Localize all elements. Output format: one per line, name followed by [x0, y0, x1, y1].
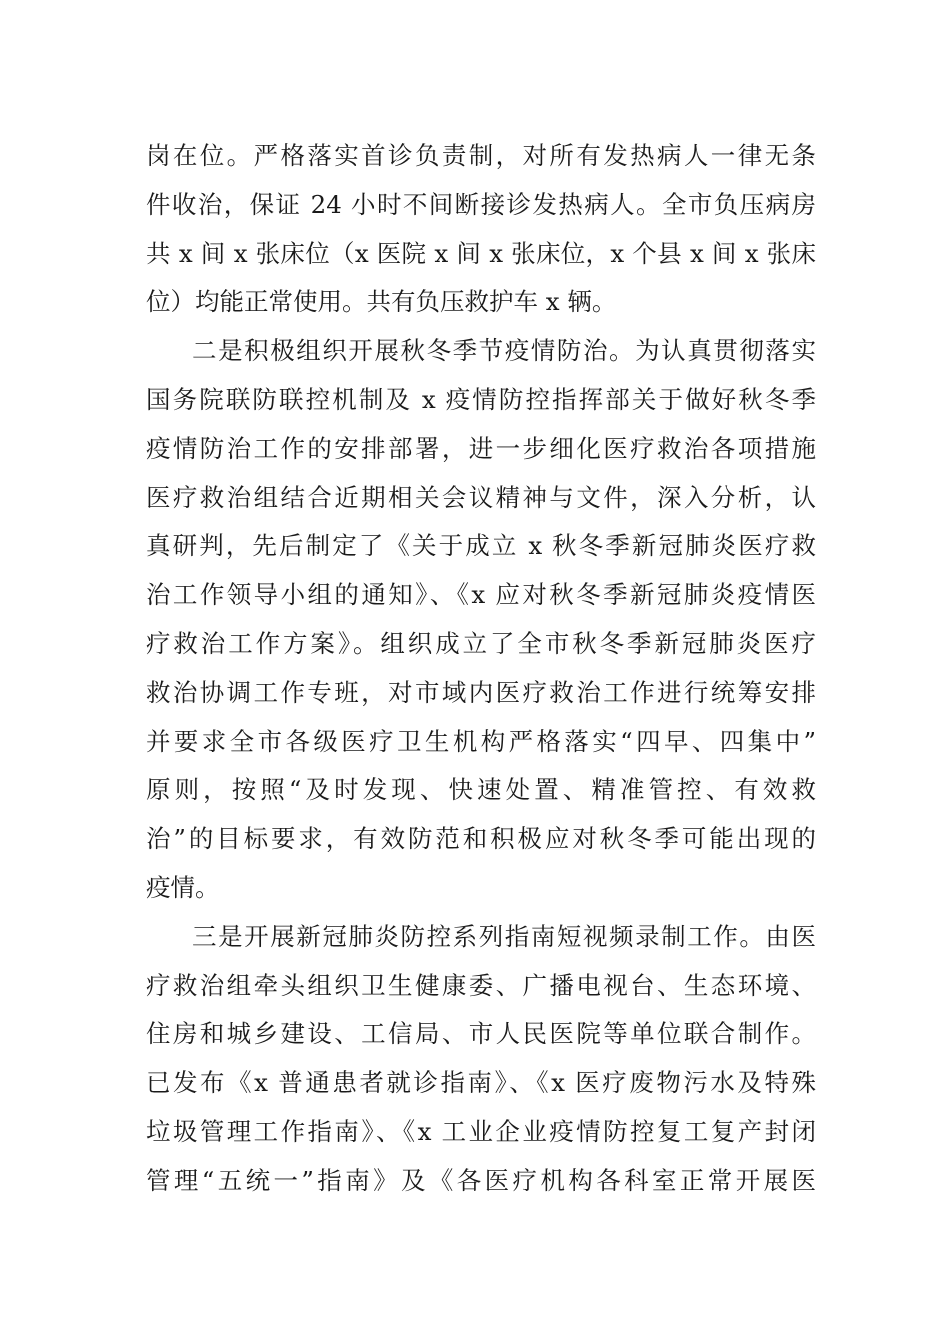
text-line: 医疗救治组结合近期相关会议精神与文件，深入分析，认	[146, 482, 816, 512]
text-line: 疗救治组牵头组织卫生健康委、广播电视台、生态环境、	[146, 970, 816, 1000]
text-line: 治”的目标要求，有效防范和积极应对秋冬季可能出现的	[146, 824, 816, 854]
text-line: 住房和城乡建设、工信局、市人民医院等单位联合制作。	[146, 1019, 816, 1049]
text-line: 国务院联防联控机制及 x 疫情防控指挥部关于做好秋冬季	[146, 384, 816, 414]
text-line: 共 x 间 x 张床位（x 医院 x 间 x 张床位，x 个县 x 间 x 张床	[146, 238, 816, 268]
text-line: 原则，按照“及时发现、快速处置、精准管控、有效救	[146, 775, 816, 805]
text-line: 真研判，先后制定了《关于成立 x 秋冬季新冠肺炎医疗救	[146, 531, 816, 561]
text-line: 垃圾管理工作指南》、《x 工业企业疫情防控复工复产封闭	[146, 1116, 816, 1146]
text-line: 疫情。	[146, 872, 220, 902]
text-line: 疗救治工作方案》。组织成立了全市秋冬季新冠肺炎医疗	[146, 628, 816, 658]
paragraph-first-line: 二是积极组织开展秋冬季节疫情防治。为认真贯彻落实	[192, 336, 816, 366]
body-text	[146, 132, 816, 1206]
text-line: 管理“五统一”指南》及《各医疗机构各科室正常开展医	[146, 1165, 816, 1195]
text-line: 疫情防治工作的安排部署，进一步细化医疗救治各项措施	[146, 433, 816, 463]
text-line: 救治协调工作专班，对市域内医疗救治工作进行统筹安排	[146, 677, 816, 707]
text-line: 件收治，保证 24 小时不间断接诊发热病人。全市负压病房	[146, 189, 816, 219]
paragraph-first-line: 三是开展新冠肺炎防控系列指南短视频录制工作。由医	[192, 921, 816, 951]
text-line: 治工作领导小组的通知》、《x 应对秋冬季新冠肺炎疫情医	[146, 580, 816, 610]
text-line: 并要求全市各级医疗卫生机构严格落实“四早、四集中”	[146, 726, 816, 756]
text-line: 已发布《x 普通患者就诊指南》、《x 医疗废物污水及特殊	[146, 1068, 816, 1098]
text-line: 位）均能正常使用。共有负压救护车 x 辆。	[146, 287, 617, 317]
text-line: 岗在位。严格落实首诊负责制，对所有发热病人一律无条	[146, 141, 816, 170]
